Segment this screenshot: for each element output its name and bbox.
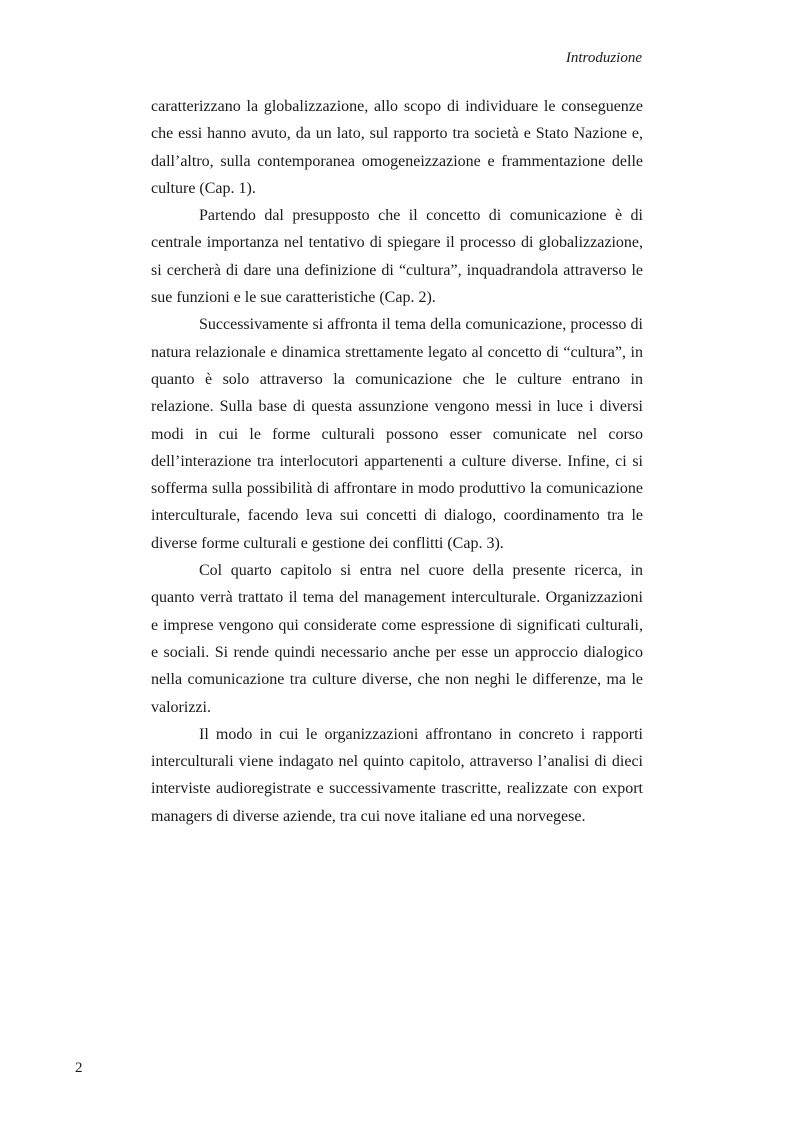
paragraph-management: Col quarto capitolo si entra nel cuore della presente ricerca, in quanto verrà trattato il tema del management interculturale. Organizzazioni e imprese vengono qui considerate come espressione di significati culturali, e sociali. Si rende quindi necessario anche per esse un approccio dialogico nella comunicazione tra culture diverse, che non neghi le differenze, ma le valorizzi. [151, 562, 643, 716]
page-number: 2 [75, 1060, 83, 1076]
paragraph-interviste: Il modo in cui le organizzazioni affrontano in concreto i rapporti interculturali viene indagato nel quinto capitolo, attraverso l’analisi di dieci interviste audioregistrate e successivamente trascritte, realizzate con export managers di diverse aziende, tra cui nove italiane ed una norvegese. [151, 725, 643, 825]
paragraph-comunicazione: Successivamente si affronta il tema della comunicazione, processo di natura relazionale e dinamica strettamente legato al concetto di “cultura”, in quanto è solo attraverso la comunicazione che le culture entrano in relazione. Sulla base di questa assunzione vengono messi in luce i diversi modi in cui le forme culturali possono esser comunicate nel corso dell’interazione tra interlocutori appartenenti a culture diverse. Infine, ci si sofferma sulla possibilità di affrontare in modo produttivo la comunicazione interculturale, facendo leva sui concetti di dialogo, coordinamento tra le diverse forme culturali e gestione dei conflitti (Cap. 3). [151, 316, 643, 552]
running-header: Introduzione [565, 50, 642, 66]
paragraph-continuation: caratterizzano la globalizzazione, allo scopo di individuare le conseguenze che essi hanno avuto, da un lato, sul rapporto tra società e Stato Nazione e, dall’altro, sulla contemporanea omogeneizzazione e frammentazione delle culture (Cap. 1). [151, 98, 643, 197]
body-text [151, 93, 643, 830]
paragraph-cultura: Partendo dal presupposto che il concetto di comunicazione è di centrale importanza nel tentativo di spiegare il processo di globalizzazione, si cercherà di dare una definizione di “cultura”, inquadrandola attraverso le sue funzioni e le sue caratteristiche (Cap. 2). [151, 207, 643, 307]
